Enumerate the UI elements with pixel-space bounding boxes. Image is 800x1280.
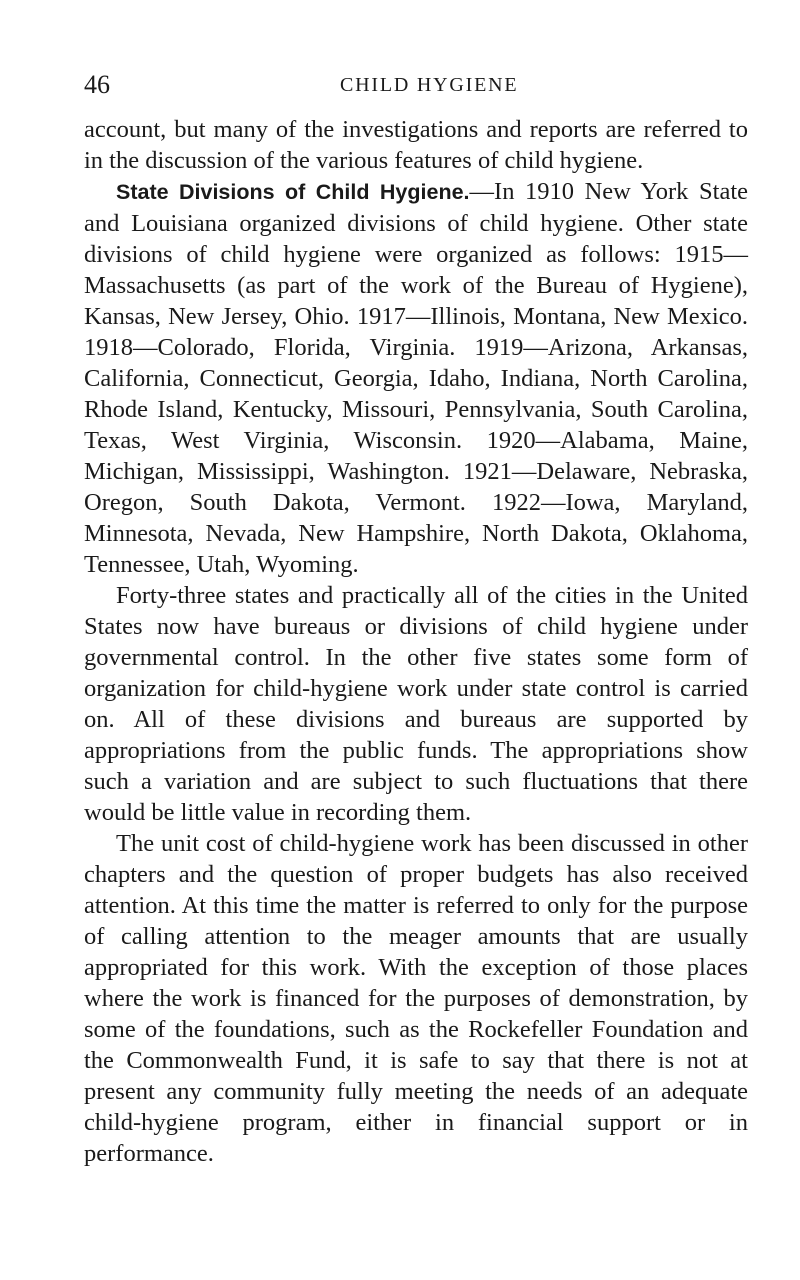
section-text: —In 1910 New York State and Louisiana organized divisions of child hygiene. Other state divisions of child hygiene were organized as follows: 1915—Massachusetts (as part of the work of the Bureau of Hygiene), Kansas, New Jersey, Ohio. 1917—Illinois, Montana, New Mexico. 1918—Colorado, Florida, Virginia. 1919—Arizona, Arkansas, California, Connecticut, Georgia, Idaho, Indiana, North Carolina, Rhode Island, Kentucky, Missouri, Pennsylvania, South Carolina, Texas, West Virginia, Wisconsin. 1920—Alabama, Maine, Michigan, Mississippi, Washington. 1921—Delaware, Nebraska, Oregon, South Dakota, Vermont. 1922—Iowa, Maryland, Minnesota, Nevada, New Hampshire, North Dakota, Oklahoma, Tennessee, Utah, Wyoming. (84, 178, 748, 578)
paragraph-unit-cost: The unit cost of child-hygiene work has been discussed in other chapters and the question of proper budgets has also received attention. At this time the matter is referred to only for the purpose of calling attention to the meager amounts that are usually appropriated for this work. With the exception of those places where the work is financed for the purposes of demonstration, by some of the foundations, such as the Rockefeller Foundation and the Commonwealth Fund, it is safe to say that there is not at present any community fully meeting the needs of an adequate child-hygiene program, either in financial support or in performance. (84, 830, 748, 1167)
running-header (84, 70, 748, 108)
paragraph-states-count: Forty-three states and practically all of the cities in the United States now have bureaus or divisions of child hygiene under governmental control. In the other five states some form of organization for child-hygiene work under state control is carried on. All of these divisions and bureaus are supported by appropriations from the public funds. The appropriations show such a variation and are subject to such fluctuations that there would be little value in recording them. (84, 582, 748, 826)
page-number: 46 (84, 70, 110, 99)
section-paragraph (84, 176, 748, 580)
book-page (84, 70, 748, 1169)
running-title: CHILD HYGIENE (340, 74, 519, 96)
continued-paragraph: account, but many of the investigations and reports are referred to in the discussion of the various features of child hygiene. (84, 116, 748, 174)
page-body (84, 114, 748, 1169)
section-heading: State Divisions of Child Hygiene. (116, 180, 470, 204)
